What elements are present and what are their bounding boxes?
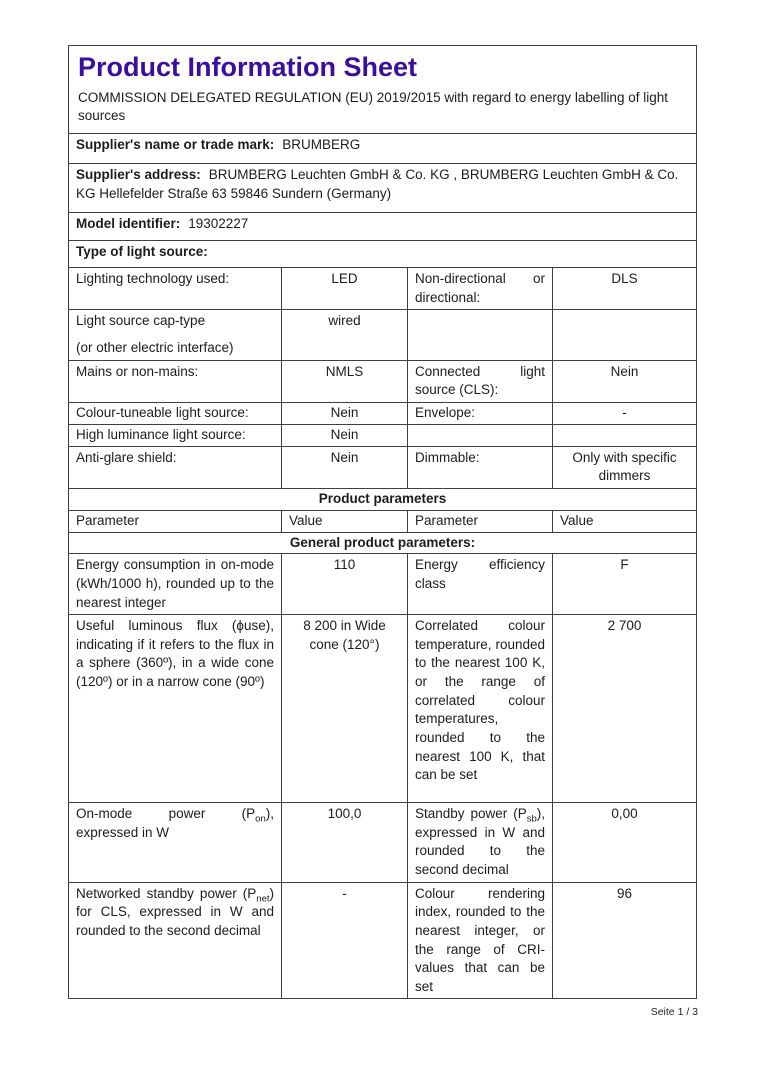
param-label: Non-directional or directional: — [408, 268, 553, 310]
param-value: - — [282, 882, 408, 999]
column-header-value: Value — [553, 510, 697, 532]
param-value: F — [553, 554, 697, 615]
param-value: 8 200 in Wide cone (120°) — [282, 615, 408, 803]
param-value: 2 700 — [553, 615, 697, 803]
param-value: 0,00 — [553, 803, 697, 883]
param-label — [69, 310, 282, 360]
supplier-name-value: BRUMBERG — [282, 137, 361, 152]
model-identifier-value: 19302227 — [188, 216, 249, 231]
cap-type-line1: Light source cap-type — [76, 313, 206, 329]
regulation-text: COMMISSION DELEGATED REGULATION (EU) 2019/2015 with regard to energy labelling of light sources — [78, 90, 668, 124]
subscript-net: net — [256, 893, 270, 905]
model-identifier-row — [69, 213, 697, 241]
page-title: Product Information Sheet — [78, 52, 418, 82]
param-value: - — [553, 402, 697, 424]
model-identifier-label: Model identifier: — [76, 216, 181, 231]
subscript-on: on — [255, 813, 266, 825]
param-value: 100,0 — [282, 803, 408, 883]
header-cell — [69, 46, 697, 134]
supplier-name-row — [69, 134, 697, 164]
param-label: Connected light source (CLS): — [408, 360, 553, 402]
type-of-light-source-heading: Type of light source: — [69, 241, 697, 268]
param-label: Useful luminous flux (ϕuse), indicating if it refers to the flux in a sphere (360º), in a wide cone (120º) or in a narrow cone (90º) — [69, 615, 282, 803]
param-label: Correlated colour temperature, rounded to the nearest 100 K, or the range of correlated colour temperatures, rounded to the nearest 100 K, that can be set — [408, 615, 553, 803]
param-value: DLS — [553, 268, 697, 310]
param-label: On-mode power $(P_{on})$, expressed in W — [69, 803, 282, 883]
param-label-empty — [408, 424, 553, 446]
general-product-parameters-heading: General product parameters: — [69, 532, 697, 554]
param-value: NMLS — [282, 360, 408, 402]
product-info-table — [68, 45, 697, 999]
param-label: Colour-tuneable light source: — [69, 402, 282, 424]
param-value: 96 — [553, 882, 697, 999]
product-parameters-heading: Product parameters — [69, 489, 697, 511]
column-header-parameter: Parameter — [69, 510, 282, 532]
param-label: Anti-glare shield: — [69, 446, 282, 488]
param-value: Nein — [282, 424, 408, 446]
param-label-empty — [408, 310, 553, 360]
supplier-address-row — [69, 164, 697, 213]
param-value: Only with specific dimmers — [553, 446, 697, 488]
column-header-parameter: Parameter — [408, 510, 553, 532]
param-label: Standby power $(P_{sb})$, expressed in W and rounded to the second decimal — [408, 803, 553, 883]
column-header-value: Value — [282, 510, 408, 532]
param-label: Colour rendering index, rounded to the nearest integer, or the range of CRI-values that can be set — [408, 882, 553, 999]
param-value: Nein — [282, 446, 408, 488]
page-number: Seite 1 / 3 — [650, 1006, 698, 1018]
param-value: 110 — [282, 554, 408, 615]
param-value-empty — [553, 424, 697, 446]
product-information-sheet — [68, 45, 697, 999]
param-value: Nein — [282, 402, 408, 424]
supplier-address-value: BRUMBERG Leuchten GmbH & Co. KG , BRUMBERG Leuchten GmbH & Co. KG Hellefelder Straße 63 59846 Sundern (Germany) — [76, 167, 679, 201]
supplier-name-label: Supplier's name or trade mark: — [76, 137, 275, 152]
param-label: Lighting technology used: — [69, 268, 282, 310]
param-value: LED — [282, 268, 408, 310]
param-label: Dimmable: — [408, 446, 553, 488]
supplier-address-label: Supplier's address: — [76, 167, 201, 182]
param-value: wired — [282, 310, 408, 360]
param-label: Networked standby power $(P_{net})$ for CLS, expressed in W and rounded to the second decimal — [69, 882, 282, 999]
subscript-sb: sb — [526, 813, 537, 825]
param-label: Energy consumption in on-mode (kWh/1000 h), rounded up to the nearest integer — [69, 554, 282, 615]
param-label: Energy efficiency class — [408, 554, 553, 615]
param-label: High luminance light source: — [69, 424, 282, 446]
param-label: Mains or non-mains: — [69, 360, 282, 402]
param-value-empty — [553, 310, 697, 360]
cap-type-line2: (or other electric interface) — [76, 339, 234, 355]
param-label: Envelope: — [408, 402, 553, 424]
param-value: Nein — [553, 360, 697, 402]
